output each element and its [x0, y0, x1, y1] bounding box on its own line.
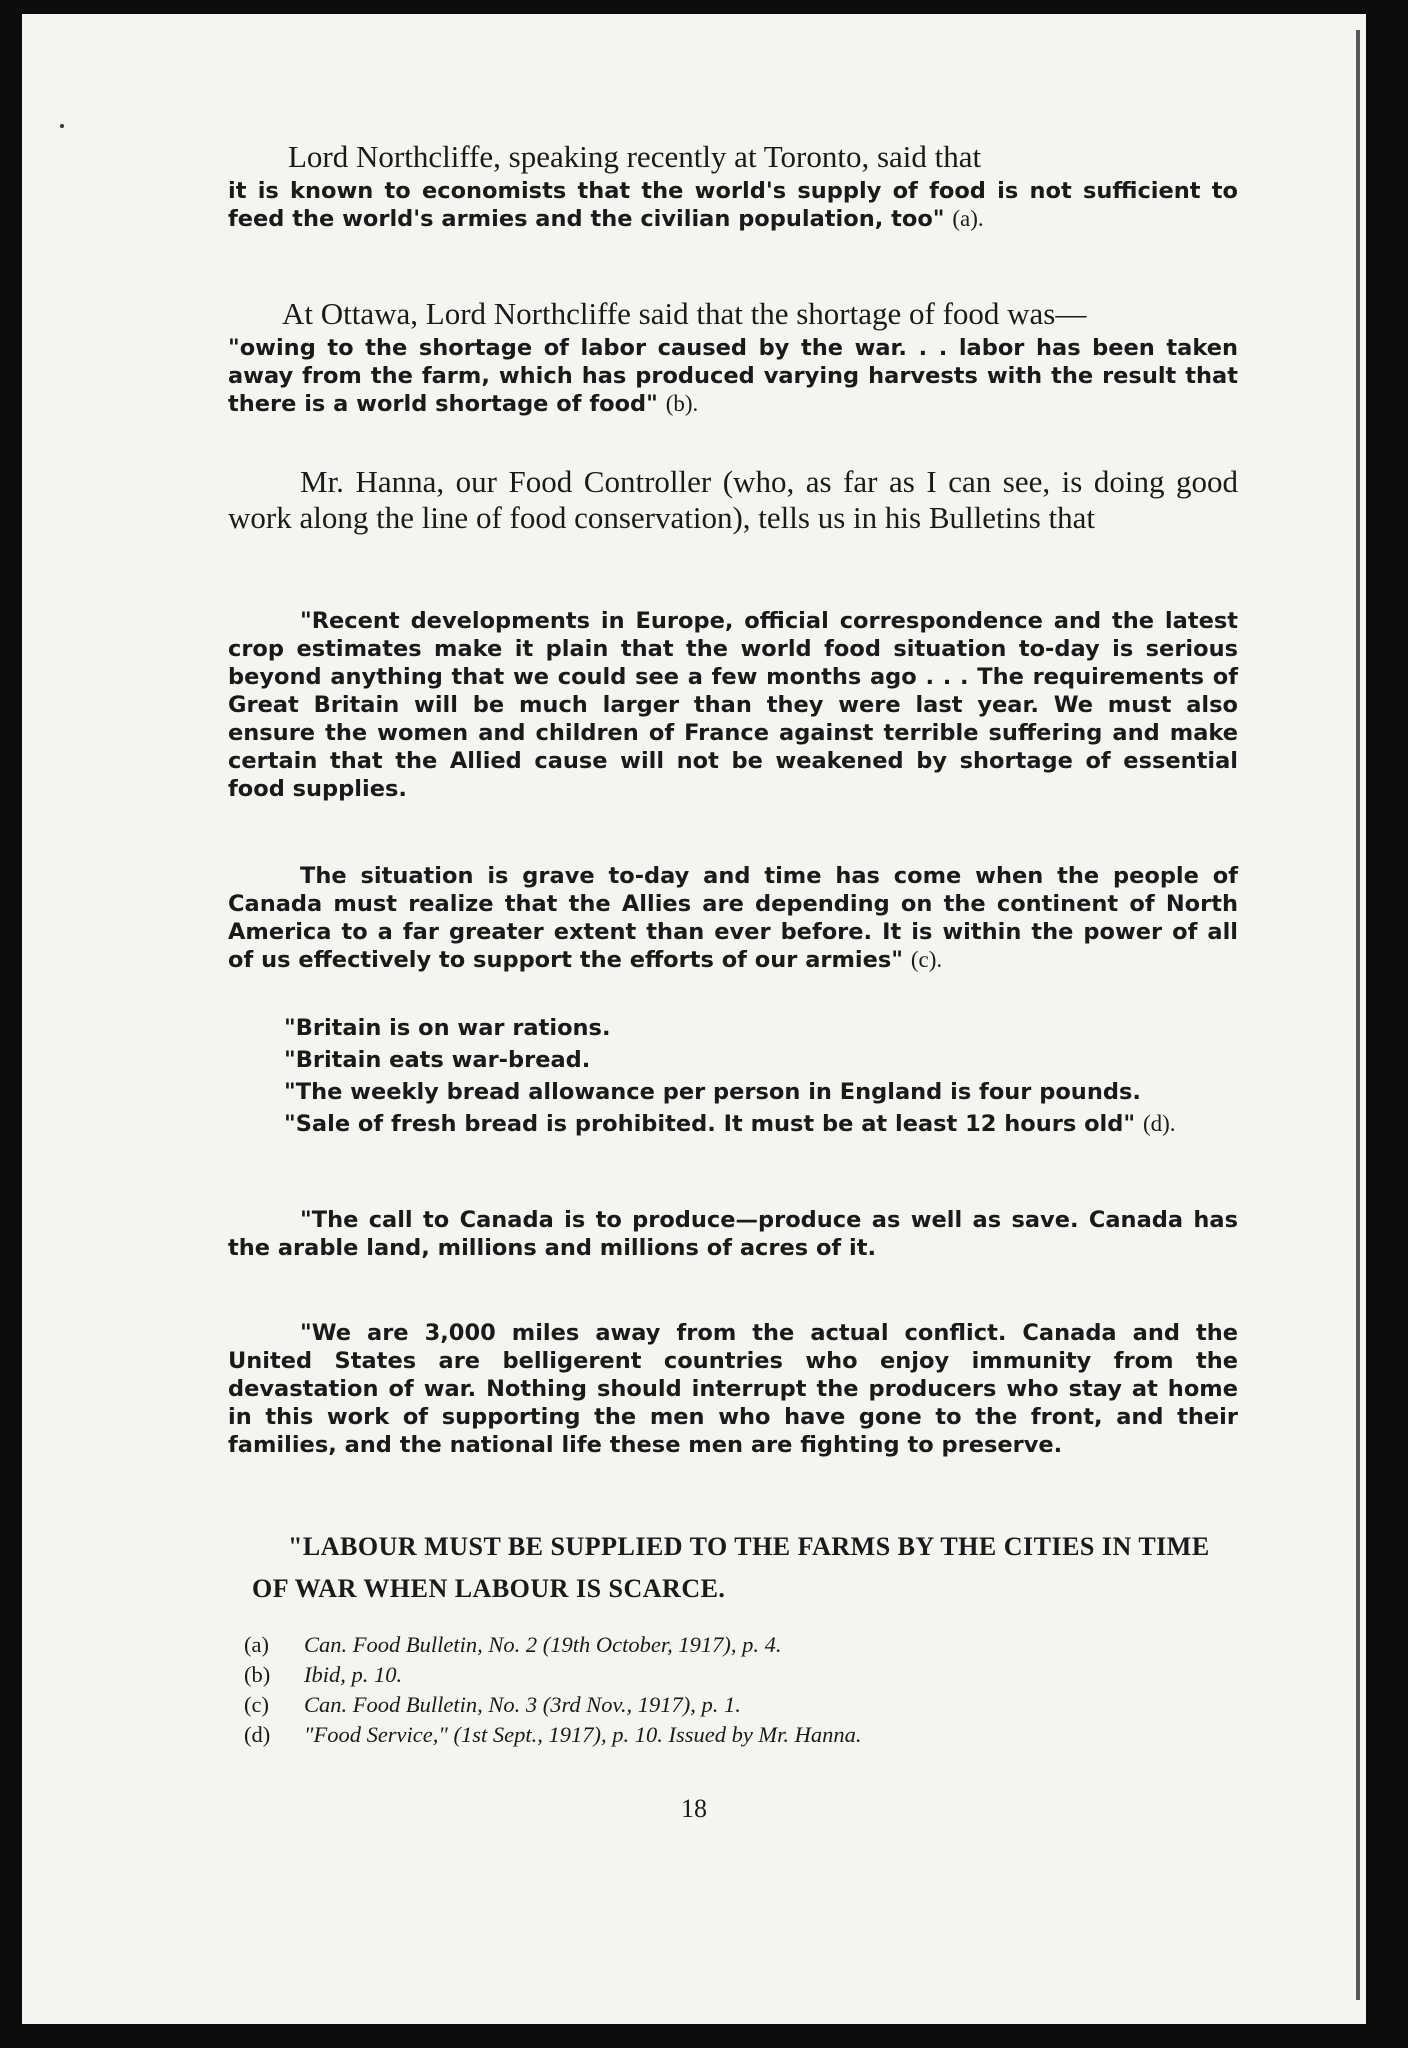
quote-text: "Recent developments in Europe, official correspondence and the latest crop estimates make it plain that the world food situation to-day is serious beyond anything that we could see a few months ago . . . The requirements of Great Britain will be much larger than they were last year. We must also ensure the women and children of France against terrible suffering and make certain that the Allied cause will not be weakened by shortage of essential food supplies. [228, 608, 1238, 802]
citation-d: (d). [1142, 1111, 1176, 1136]
lead-text: At Ottawa, Lord Northcliffe said that the shortage of food was— [282, 296, 1087, 331]
labour-heading [252, 1526, 1212, 1610]
quote-call-to-canada [228, 1206, 1238, 1262]
paragraph-northcliffe-ottawa [228, 296, 1238, 418]
footnote-text: Ibid, p. 10. [304, 1662, 403, 1687]
quote-text: "The call to Canada is to produce—produce as well as save. Canada has the arable land, millions and millions of acres of it. [228, 1207, 1238, 1261]
footnote [244, 1660, 1144, 1690]
paragraph-northcliffe-toronto [228, 139, 1238, 233]
footnote-label: (b) [244, 1662, 271, 1687]
quote-body: The situation is grave to-day and time has come when the people of Canada must realize that the Allies are depending on the continent of North America to a far greater extent than ever before. It is within the power of all of us effectively to support the efforts of our armies" [228, 863, 1238, 973]
quote-body: "Sale of fresh bread is prohibited. It must be at least 12 hours old" [284, 1111, 1136, 1137]
quote-text [228, 862, 1238, 974]
page-number: 18 [681, 1794, 707, 1823]
footnote [244, 1630, 1144, 1660]
footnote [244, 1690, 1144, 1720]
quote-lines [228, 1014, 1238, 1138]
citation-c: (c). [910, 947, 943, 972]
quote-text: "We are 3,000 miles away from the actual conflict. Canada and the United States are belligerent countries who enjoy immunity from the devastation of war. Nothing should interrupt the producers who stay at home in this work of supporting the men who have gone to the front, and their families, and the national life these men are fighting to preserve. [228, 1320, 1238, 1458]
citation-a: (a). [952, 206, 984, 231]
paragraph-hanna [228, 464, 1238, 536]
ink-speck [60, 124, 64, 128]
lead-text: Lord Northcliffe, speaking recently at Toronto, said that [288, 139, 982, 174]
quote-text [228, 334, 1238, 418]
quote-3000-miles [228, 1319, 1238, 1459]
footnote-label: (a) [244, 1632, 269, 1657]
quote-line [228, 1110, 1238, 1138]
footnote-text: Can. Food Bulletin, No. 3 (3rd Nov., 1917), p. 1. [304, 1692, 741, 1717]
heading-text: "LABOUR MUST BE SUPPLIED TO THE FARMS BY THE CITIES IN TIME OF WAR WHEN LABOUR IS SCARCE. [252, 1532, 1210, 1603]
binding-edge [1356, 30, 1360, 2000]
quote-line: "Britain eats war-bread. [284, 1047, 591, 1073]
footnote-text: "Food Service," (1st Sept., 1917), p. 10. Issued by Mr. Hanna. [304, 1722, 862, 1747]
document-page [22, 14, 1366, 2024]
quote-text [228, 177, 1238, 233]
footnotes [244, 1630, 1144, 1750]
body-text: Mr. Hanna, our Food Controller (who, as far as I can see, is doing good work along the line of food conservation), tells us in his Bulletins that [228, 464, 1238, 535]
quote-bulletin-2 [228, 862, 1238, 974]
quote-line: "Britain is on war rations. [284, 1015, 611, 1041]
quote-body: it is known to economists that the world's supply of food is not sufficient to feed the world's armies and the civilian population, too" [228, 178, 1238, 232]
citation-b: (b). [665, 391, 699, 416]
quote-body: "owing to the shortage of labor caused by the war. . . labor has been taken away from the farm, which has produced varying harvests with the result that there is a world shortage of food" [228, 335, 1238, 417]
footnote-text: Can. Food Bulletin, No. 2 (19th October, 1917), p. 4. [304, 1632, 782, 1657]
quote-bulletin-1 [228, 607, 1238, 803]
footnote-label: (d) [244, 1722, 271, 1747]
footnote-label: (c) [244, 1692, 269, 1717]
quote-line: "The weekly bread allowance per person in England is four pounds. [284, 1079, 1141, 1105]
footnote [244, 1720, 1144, 1750]
